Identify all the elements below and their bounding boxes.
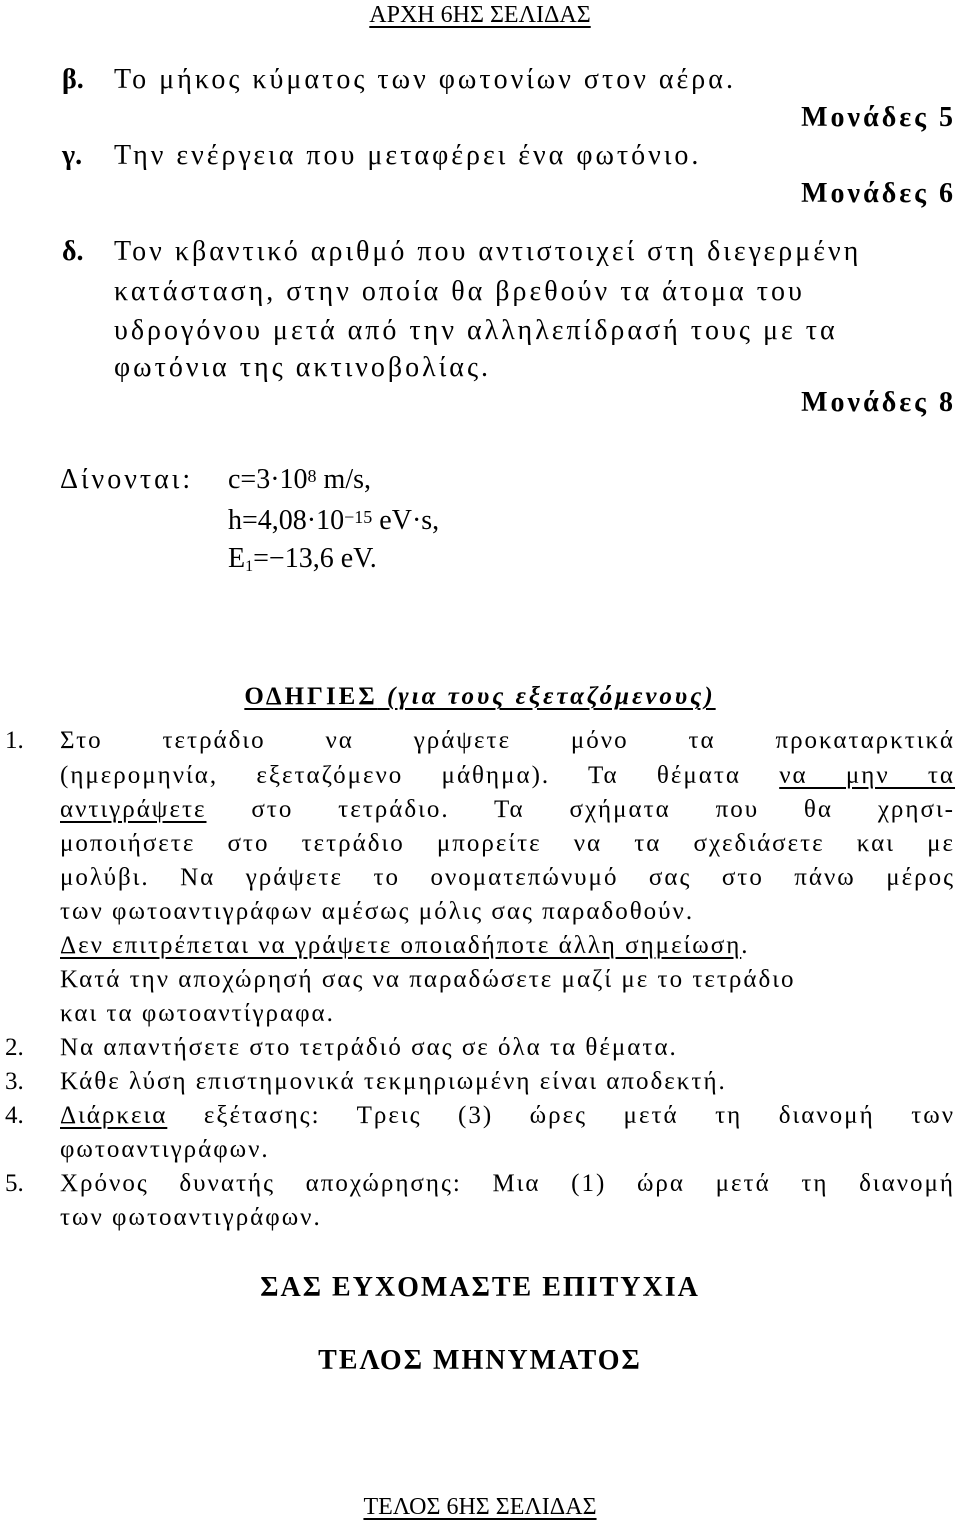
instruction-1-line-5: μολύβι. Να γράψετε το ονοματεπώνυμό σας στο πάνω μέρος xyxy=(60,864,955,891)
question-c-label: γ. xyxy=(62,140,83,171)
instruction-3-text: Κάθε λύση επιστημονικά τεκμηριωμένη είναι αποδεκτή. xyxy=(60,1068,727,1095)
given-label: Δίνονται: xyxy=(60,464,194,495)
question-d-line-4: φωτόνια της ακτινοβολίας. xyxy=(114,352,492,383)
question-d-points: Μονάδες 8 xyxy=(801,387,956,418)
question-d-line-2: κατάσταση, στην οποία θα βρεθούν τα άτομα του xyxy=(114,276,805,307)
instruction-5-number: 5. xyxy=(5,1170,24,1197)
instruction-1-line-7: Δεν επιτρέπεται να γράψετε οποιαδήποτε άλλη σημείωση. xyxy=(60,932,750,959)
page-header: ΑΡΧΗ 6ΗΣ ΣΕΛΙΔΑΣ xyxy=(369,2,591,28)
instruction-2-text: Να απαντήσετε στο τετράδιό σας σε όλα τα θέματα. xyxy=(60,1034,678,1061)
question-c-text: Την ενέργεια που μεταφέρει ένα φωτόνιο. xyxy=(114,140,702,171)
instruction-1-line-6: των φωτοαντιγράφων αμέσως μόλις σας παραδοθούν. xyxy=(60,898,695,925)
instruction-1-number: 1. xyxy=(5,727,24,754)
instruction-1-line-8: Κατά την αποχώρησή σας να παραδώσετε μαζί με το τετράδιο xyxy=(60,966,796,993)
question-d-line-1: Τον κβαντικό αριθμό που αντιστοιχεί στη διεγερμένη xyxy=(114,236,862,267)
instruction-1-line-4: μοποιήσετε στο τετράδιο μπορείτε να τα σχεδιάσετε και με xyxy=(60,830,955,857)
page-footer: ΤΕΛΟΣ 6ΗΣ ΣΕΛΙΔΑΣ xyxy=(363,1494,597,1520)
question-d-label: δ. xyxy=(62,236,84,267)
end-of-messages: ΤΕΛΟΣ ΜΗΝΥΜΑΤΟΣ xyxy=(318,1345,642,1376)
instruction-1-line-2: (ημερομηνία, εξεταζόμενο μάθημα). Τα θέματα να μην τα xyxy=(60,762,956,789)
closing-wish: ΣΑΣ ΕΥΧΟΜΑΣΤΕ ΕΠΙΤΥΧΙΑ xyxy=(260,1272,700,1303)
instruction-1-line-9: και τα φωτοαντίγραφα. xyxy=(60,1000,335,1027)
question-b-label: β. xyxy=(62,64,84,95)
instruction-4-line-1: Διάρκεια εξέτασης: Τρεις (3) ώρες μετά τη διανομή των xyxy=(60,1102,955,1129)
instruction-4-number: 4. xyxy=(5,1102,24,1129)
question-c-points: Μονάδες 6 xyxy=(801,178,956,209)
instruction-4-line-2: φωτοαντιγράφων. xyxy=(60,1136,270,1163)
instruction-5-line-2: των φωτοαντιγράφων. xyxy=(60,1204,322,1231)
instruction-1-line-3: αντιγράψετε στο τετράδιο. Τα σχήματα που θα χρησι- xyxy=(60,796,955,823)
instruction-2-number: 2. xyxy=(5,1034,24,1061)
given-speed-of-light: $c=3\cdot 10^8$ m/s, xyxy=(228,464,372,495)
given-ground-energy: $E_1=-13,6$ eV. xyxy=(228,543,377,575)
question-b-points: Μονάδες 5 xyxy=(801,102,956,133)
instruction-1-line-1: Στο τετράδιο να γράψετε μόνο τα προκαταρκτικά xyxy=(60,727,955,754)
instruction-5-line-1: Χρόνος δυνατής αποχώρησης: Μια (1) ώρα μετά τη διανομή xyxy=(60,1170,955,1197)
question-d-line-3: υδρογόνου μετά από την αλληλεπίδρασή τους με τα xyxy=(114,315,838,346)
question-b-text: Το μήκος κύματος των φωτονίων στον αέρα. xyxy=(114,64,736,95)
given-planck-constant: $h=4,08\cdot 10^{-15}$ eV·s, xyxy=(228,505,440,536)
instructions-heading: ΟΔΗΓΙΕΣ (για τους εξεταζόμενους) xyxy=(244,683,716,710)
instruction-3-number: 3. xyxy=(5,1068,24,1095)
